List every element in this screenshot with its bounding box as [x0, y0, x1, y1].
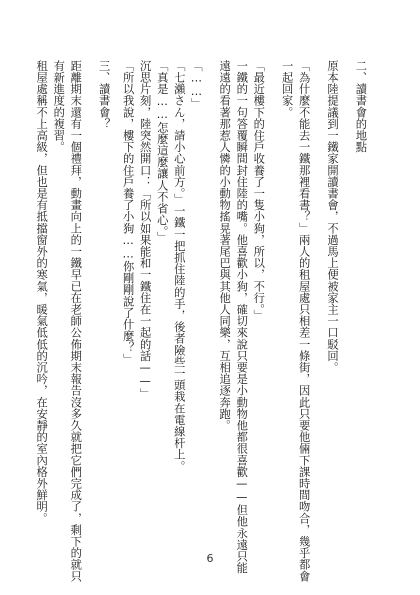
vertical-text-body: [33, 60, 375, 582]
page-number: 6: [206, 552, 214, 565]
paragraph-line: 一鐵的一句答覆瞬間封住陸的嘴。他喜歡小狗，確切來說只要是小動物他都很喜歡——但他永遠只能: [235, 60, 249, 574]
dialogue-line: 「真是……怎麼這麼讓人不省心。」: [155, 60, 169, 244]
paragraph-line: 原本陸提議到一鐵家開讀書會，不過馬上便被家主一口駁回。: [326, 60, 340, 374]
paragraph-line: 沉思片刻，陸突然開口：「所以如果能和一鐵住在一起的話——」: [138, 60, 152, 400]
dialogue-line: 「所以我說，樓下的住戶養了小狗……你剛剛說了什麼？」: [121, 60, 135, 365]
dialogue-line: 「為什麼不能去一鐵那裡看書？」兩人的租屋處只相差一條街，因此只要他倆下課時間吻合，幾乎都會: [297, 60, 311, 582]
section-gap: [113, 60, 120, 490]
section-heading-3: 三、讀書會？: [97, 60, 111, 130]
paragraph-line: 距離期末還有一個禮拜，動畫向上的一鐵早已在老師公佈期末報告沒多久就把它們完成了，剩下的就只: [69, 60, 83, 582]
paragraph-line: 遠遠的看著那惹人憐的小動物搖晃著尾巴與其他人同樂，互相追逐奔跑。: [218, 60, 232, 432]
section-heading-2: 二、讀書會的地點: [354, 60, 368, 153]
paragraph-line: 租屋處稱不上高級，但也是有抵擋窗外的寒氣，暖氣低低的沉吟，在安靜的室內格外鮮明。: [35, 60, 49, 524]
paragraph-line: 有新進度的複習。: [52, 60, 66, 153]
dialogue-line: 「最近樓下的住戶收養了一隻小狗，所以，不行。」: [252, 60, 266, 322]
dialogue-line: 「……」: [189, 60, 203, 110]
dialogue-line: 「七瀨さん，請小心前方。」一鐵一把抓住陸的手，後者險些一頭栽在電線杆上。: [172, 60, 186, 472]
paragraph-line: 一起回家。: [280, 60, 294, 118]
